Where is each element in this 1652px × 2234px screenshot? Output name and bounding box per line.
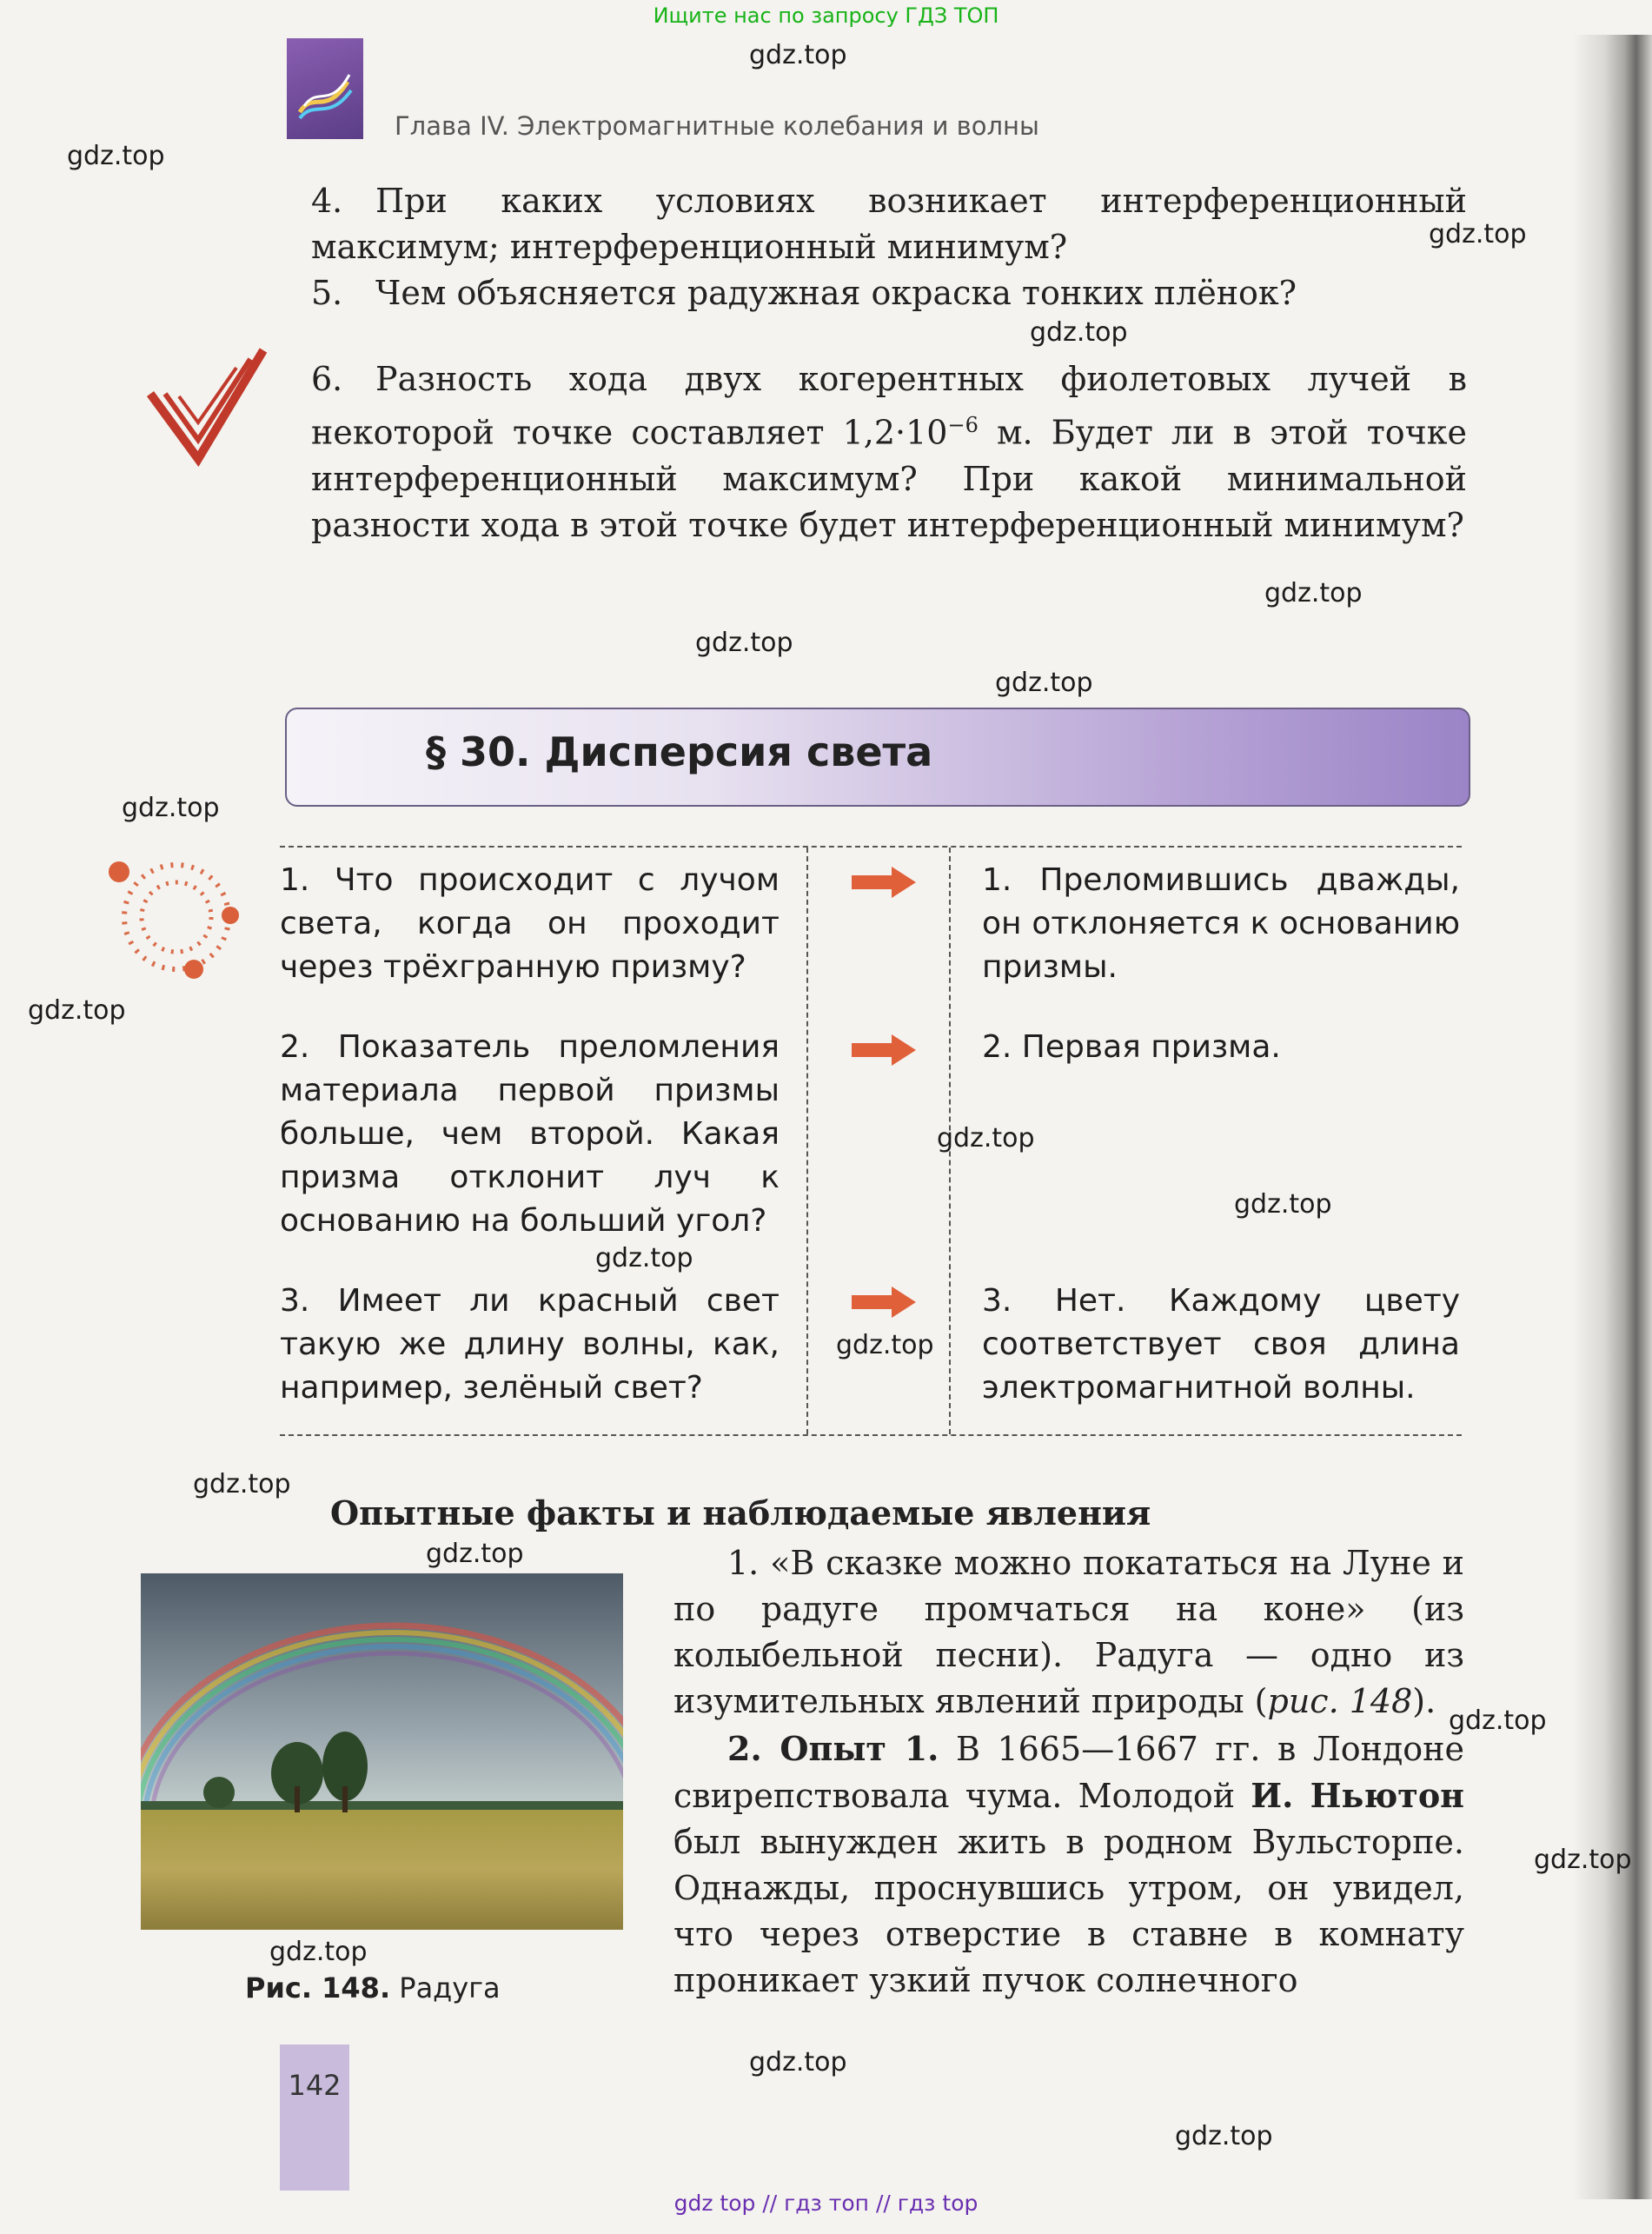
watermark: gdz.top	[193, 1469, 291, 1499]
qa-answer-1: 1. Преломившись дважды, он отклоняется к основанию призмы.	[982, 862, 1460, 985]
watermark: gdz.top	[1534, 1845, 1632, 1875]
checkmark-icon	[146, 346, 268, 468]
watermark: gdz.top	[749, 40, 847, 70]
page-number-tab	[280, 2045, 349, 2191]
paragraph-2: 2. Опыт 1. В 1665—1667 гг. в Лондоне свирепствовала чума. Молодой И. Ньютон был вынужден жить в родном Вульсторпе. Однажды, проснувшись утром, он увидел, что через отверстие в ставне в комнату проникает узкий пучок солнечного	[673, 1729, 1464, 1999]
qa-question-2: 2. Показатель преломления материала первой призмы больше, чем второй. Какая призма отклонит луч к основанию на больший угол?	[280, 1029, 780, 1239]
watermark: gdz.top	[595, 1243, 693, 1273]
table-divider-left	[806, 848, 808, 1434]
section-title: § 30. Дисперсия света	[426, 728, 933, 775]
wave-logo-icon	[295, 64, 356, 125]
qa-question-1: 1. Что происходит с лучом света, когда он проходит через трёхгранную призму?	[280, 862, 780, 985]
figure-caption: Рис. 148. Радуга	[245, 1971, 501, 2005]
watermark: gdz.top	[122, 793, 220, 823]
arrow-right-icon	[850, 1285, 918, 1320]
watermark: gdz.top	[28, 995, 126, 1026]
paragraph-1: 1. «В сказке можно покататься на Луне и по радуге промчаться на коне» (из колыбельной песни). Радуга — одно из изумительных явлений природы (рис. 148).	[673, 1544, 1464, 1720]
arrow-right-icon	[850, 865, 918, 900]
orbit-icon	[109, 856, 274, 987]
watermark: gdz.top	[1234, 1189, 1332, 1220]
qa-answer-2: 2. Первая призма.	[982, 1029, 1281, 1065]
page-number: 142	[288, 2069, 342, 2102]
watermark: gdz.top	[1030, 317, 1128, 348]
watermark: gdz.top	[67, 141, 165, 171]
watermark: gdz.top	[695, 628, 793, 658]
watermark: gdz.top	[937, 1123, 1035, 1154]
chapter-tab	[287, 38, 363, 139]
table-bottom-line	[280, 1434, 1462, 1436]
watermark: gdz.top	[749, 2047, 847, 2078]
qa-answer-3: 3. Нет. Каждому цвету соответствует своя длина электромагнитной волны.	[982, 1283, 1460, 1406]
question-5: 5. Чем объясняется радужная окраска тонких плёнок?	[311, 274, 1297, 312]
watermark: gdz.top	[1175, 2121, 1273, 2151]
arrow-right-icon	[850, 1033, 918, 1067]
question-6: 6. Разность хода двух когерентных фиолетовых лучей в некоторой точке составляет $1,2\cdot 10^{-6}$ м. Будет ли в этой точке интерференционный максимум? При какой минимальной разности хода в этой точке будет интерференционный минимум?	[311, 360, 1468, 544]
chapter-title: Глава IV. Электромагнитные колебания и волны	[395, 111, 1039, 141]
watermark: gdz.top	[269, 1937, 368, 1967]
rainbow-photo	[141, 1573, 623, 1930]
subheading: Опытные факты и наблюдаемые явления	[330, 1493, 1151, 1533]
qa-question-3: 3. Имеет ли красный свет такую же длину волны, как, например, зелёный свет?	[280, 1283, 780, 1406]
question-4: 4. При каких условиях возникает интерференционный максимум; интерференционный минимум?	[311, 182, 1467, 266]
watermark: gdz.top	[1429, 219, 1527, 249]
watermark: gdz.top	[1264, 578, 1363, 608]
top-banner: Ищите нас по запросу ГДЗ ТОП	[653, 3, 999, 28]
watermark: gdz.top	[1449, 1705, 1547, 1736]
watermark: gdz.top	[836, 1330, 934, 1360]
watermark: gdz.top	[426, 1539, 524, 1569]
bottom-banner: gdz top // гдз топ // гдз top	[673, 2191, 979, 2216]
watermark: gdz.top	[995, 668, 1093, 698]
table-top-line	[280, 846, 1462, 848]
